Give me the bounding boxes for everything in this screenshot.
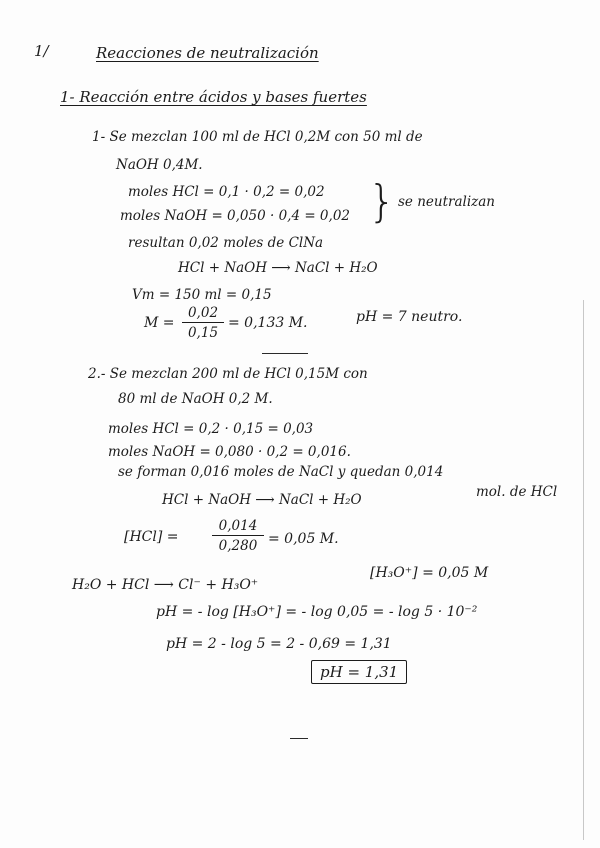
problem2-conc-result: = 0,05 M. bbox=[268, 531, 339, 547]
problem2-conc-fraction bbox=[212, 518, 264, 554]
fraction-denominator: 0,15 bbox=[187, 325, 219, 341]
problem1-moles-naoh: moles NaOH = 0,050 · 0,4 = 0,02 bbox=[120, 208, 350, 224]
fraction-numerator: 0,02 bbox=[182, 305, 224, 323]
page-title: Reacciones de neutralización bbox=[96, 44, 319, 62]
problem2-ph-calc1: pH = - log [H₃O⁺] = - log 0,05 = - log 5 · 10⁻² bbox=[156, 604, 478, 620]
end-dash bbox=[290, 738, 308, 739]
problem1-result: resultan 0,02 moles de ClNa bbox=[128, 235, 324, 251]
problem1-volume: Vт = 150 ml = 0,15 bbox=[132, 287, 272, 303]
problem2-ph-calc2: pH = 2 - log 5 = 2 - 0,69 = 1,31 bbox=[166, 636, 392, 652]
problem2-reaction: HCl + NaOH ⟶ NaCl + H₂O bbox=[162, 492, 362, 508]
problem1-molarity-result: = 0,133 M. bbox=[228, 315, 308, 331]
problem1-ph-note: pH = 7 neutro. bbox=[356, 309, 463, 325]
page-edge-line bbox=[583, 300, 584, 840]
problem1-molarity-label: M = bbox=[144, 315, 175, 331]
separator-dash bbox=[262, 353, 308, 354]
problem1-moles-hcl: moles HCl = 0,1 · 0,2 = 0,02 bbox=[128, 184, 325, 200]
problem2-moles-naoh: moles NaOH = 0,080 · 0,2 = 0,016. bbox=[108, 444, 351, 460]
section-heading: 1- Reacción entre ácidos y bases fuertes bbox=[60, 88, 367, 106]
problem2-statement-line2: 80 ml de NaOH 0,2 M. bbox=[118, 391, 273, 407]
problem2-formed: se forman 0,016 moles de NaCl y quedan 0,014 bbox=[118, 464, 444, 480]
page-number: 1/ bbox=[34, 42, 49, 60]
problem2-statement-line1: 2.- Se mezclan 200 ml de HCl 0,15M con bbox=[88, 366, 368, 382]
problem2-moles-hcl: moles HCl = 0,2 · 0,15 = 0,03 bbox=[108, 421, 314, 437]
problem1-reaction: HCl + NaOH ⟶ NaCl + H₂O bbox=[178, 260, 378, 276]
fraction-denominator: 0,280 bbox=[218, 538, 258, 554]
problem2-h3o-conc: [H₃O⁺] = 0,05 M bbox=[370, 565, 489, 581]
problem2-dissociation: H₂O + HCl ⟶ Cl⁻ + H₃O⁺ bbox=[72, 577, 259, 593]
problem2-conc-label: [HCl] = bbox=[124, 529, 179, 545]
problem1-statement-line1: 1- Se mezclan 100 ml de HCl 0,2M con 50 ml de bbox=[92, 129, 423, 145]
problem1-molarity-fraction bbox=[182, 305, 224, 341]
fraction-numerator: 0,014 bbox=[212, 518, 264, 536]
problem2-excess-note: mol. de HCl bbox=[476, 484, 558, 500]
curly-brace-icon: } bbox=[368, 176, 396, 227]
problem2-final-answer-box: pH = 1,31 bbox=[311, 660, 407, 684]
problem1-statement-line2: NaOH 0,4M. bbox=[116, 157, 203, 173]
problem1-neutralize-note: se neutralizan bbox=[398, 194, 496, 210]
